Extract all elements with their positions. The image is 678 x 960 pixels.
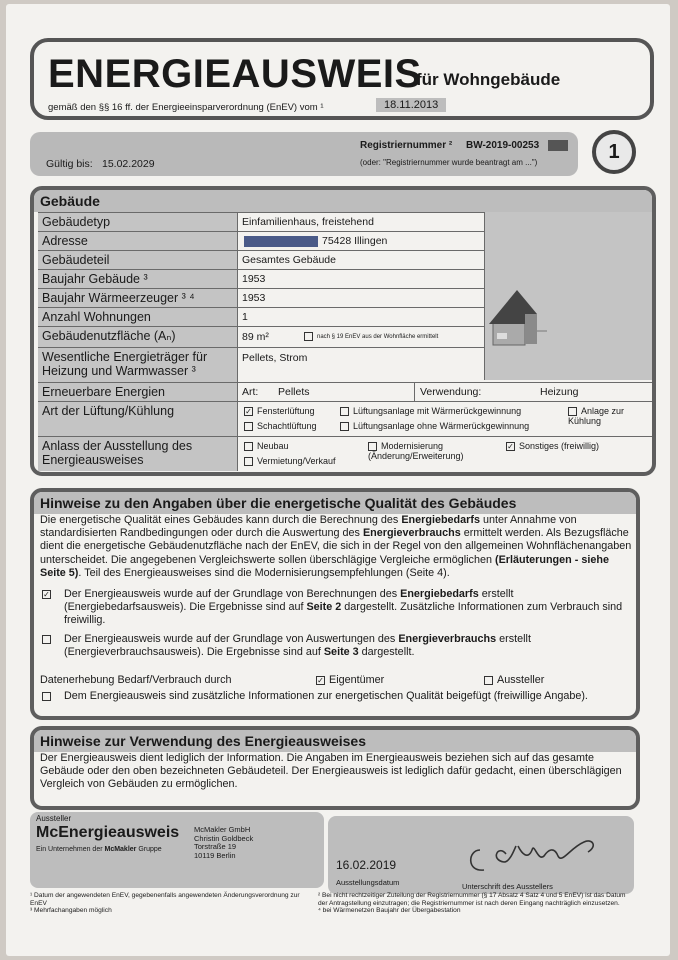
valid-label: Gültig bis: <box>46 158 93 170</box>
footnote-left: ¹ Datum der angewendeten EnEV, gegebenenfalls angewendeten Änderungsverordnung zur EnEV ³ Mehrfachangaben möglich <box>30 892 300 915</box>
hints-title: Hinweise zu den Angaben über die energetische Qualität des Gebäudes <box>34 492 636 514</box>
usage-section <box>30 726 640 810</box>
page-number-badge: 1 <box>592 130 636 174</box>
area-note-checkbox[interactable] <box>304 332 313 341</box>
issuer-label: Aussteller <box>36 814 72 823</box>
signature-box <box>328 816 634 894</box>
usage-text: Der Energieausweis dient lediglich der Information. Die Angaben im Energieausweis beziehen sich auf das gesamte Gebäude oder den oben bezeichneten Gebäudeteil. Der Energieausweis ist lediglich dafür gedacht, einen überschlägigen Vergleich von Gebäuden zu ermöglichen. <box>40 752 622 791</box>
signature-image <box>458 820 618 878</box>
owner-label: Eigentümer <box>329 674 385 686</box>
option-verbrauch-text: Der Energieausweis wurde auf der Grundlage von Auswertungen des Energieverbrauchs erstellt (Energieverbrauchsausweis). Die Ergebnisse sind auf Seite 3 dargestellt. <box>64 633 531 659</box>
row-energietraeger: Wesentliche Energieträger für Heizung und Warmwasser ³ Pellets, Strom <box>38 347 656 382</box>
row-erneuerbare: Erneuerbare Energien Art: Pellets Verwendung: Heizung <box>38 382 656 401</box>
issuer-brand: McEnergieausweis <box>36 824 180 841</box>
row-baujahr-gebaeude: Baujahr Gebäude ³ 1953 <box>38 269 656 288</box>
data-collection-label: Datenerhebung Bedarf/Verbrauch durch <box>40 674 232 686</box>
building-section-title: Gebäude <box>34 190 652 212</box>
usage-title: Hinweise zur Verwendung des Energieausweises <box>34 730 636 752</box>
row-nutzflaeche: Gebäudenutzfläche (Aₙ) 89 m² nach § 19 EnEV aus der Wohnfläche ermittelt <box>38 326 656 347</box>
row-baujahr-waermeerzeuger: Baujahr Wärmeerzeuger ³ ⁴ 1953 <box>38 288 656 307</box>
issuer-label: Aussteller <box>497 674 545 686</box>
vent-fenster-checkbox[interactable]: ✓ <box>245 407 252 417</box>
issue-date-label: Ausstellungsdatum <box>336 878 400 887</box>
registration-bar <box>30 132 578 176</box>
vent-mit-wrg-checkbox[interactable] <box>340 407 349 416</box>
redaction <box>548 140 568 151</box>
building-photo-area <box>484 212 656 380</box>
page-subtitle: für Wohngebäude <box>416 70 561 89</box>
occ-vermietung-checkbox[interactable] <box>244 457 253 466</box>
option-verbrauch-checkbox[interactable] <box>42 635 51 644</box>
reg-note: (oder: "Registriernummer wurde beantragt am ...") <box>360 158 538 167</box>
valid-date: 15.02.2029 <box>102 158 155 170</box>
certificate-page <box>6 4 670 956</box>
hints-intro: Die energetische Qualität eines Gebäudes kann durch die Berechnung des Energiebedarfs unter Annahme von standardisierten Randbedingungen oder durch die Auswertung des Energieverbrauchs ermittelt werden. Als Bezugsfläche dient die energetische Gebäudenutzfläche nach der EnEV, die sich in der Regel von den allgemeinen Wohnflächenangaben unterscheidet. Die angegebenen Vergleichswerte sollen überschlägige Vergleiche ermöglichen (Erläuterungen - siehe Seite 5). Teil des Energieausweises sind die Modernisierungsempfehlungen (Seite 4). <box>40 514 632 579</box>
issuer-box <box>30 812 324 888</box>
issuer-tagline: Ein Unternehmen der McMakler Gruppe <box>36 846 162 853</box>
extra-info-text: Dem Energieausweis sind zusätzliche Informationen zur energetischen Qualität beigefügt (freiwillige Angabe). <box>64 690 588 702</box>
option-bedarf-checkbox[interactable]: ✓ <box>43 590 50 599</box>
reg-number: BW-2019-00253 <box>466 140 540 151</box>
vent-kuehlung-checkbox[interactable] <box>568 407 577 416</box>
row-gebaeudetyp: Gebäudetyp Einfamilienhaus, freistehend <box>38 212 656 231</box>
issue-date: 16.02.2019 <box>336 858 397 872</box>
footnote-right: ² Bei nicht rechtzeitiger Zuteilung der Registriernummer (§ 17 Absatz 4 Satz 4 und 5 EnEV) ist das Datum der Antragstellung einzutragen; die Registriernummer ist nach deren Eingang nachträglich einzusetzen. ⁴ bei Wärmenetzen Baujahr der Übergabestation <box>318 892 626 915</box>
building-section <box>30 186 656 476</box>
row-lueftung: Art der Lüftung/Kühlung ✓ Fensterlüftung Schachtlüftung Lüftungsanlage mit Wärmerückgewinnung Lüftungsanlage ohne Wärmerückgewinnung Anlage zur Kühlung <box>38 401 656 436</box>
occ-neubau-checkbox[interactable] <box>244 442 253 451</box>
owner-checkbox[interactable]: ✓ <box>317 675 324 685</box>
issuer-checkbox[interactable] <box>484 676 493 685</box>
extra-info-checkbox[interactable] <box>42 692 51 701</box>
row-gebaeudeteil: Gebäudeteil Gesamtes Gebäude <box>38 250 656 269</box>
area-note: nach § 19 EnEV aus der Wohnfläche ermittelt <box>317 334 439 341</box>
vent-schacht-checkbox[interactable] <box>244 422 253 431</box>
page-title: ENERGIEAUSWEIS <box>48 52 422 96</box>
signature-label: Unterschrift des Ausstellers <box>462 882 553 891</box>
occ-sonstiges-checkbox[interactable]: ✓ <box>507 442 514 452</box>
vent-ohne-wrg-checkbox[interactable] <box>340 422 349 431</box>
house-icon <box>485 212 656 380</box>
row-anlass: Anlass der Ausstellung des Energieausweises Neubau Vermietung/Verkauf Modernisierung (Änderung/Erweiterung) ✓ Sonstiges (freiwillig) <box>38 436 656 471</box>
row-adresse: Adresse 75428 Illingen <box>38 231 656 250</box>
title-box <box>30 38 654 120</box>
enev-line: gemäß den §§ 16 ff. der Energieeinsparverordnung (EnEV) vom ¹ <box>48 102 324 113</box>
row-anzahl-wohnungen: Anzahl Wohnungen 1 <box>38 307 656 326</box>
hints-section <box>30 488 640 720</box>
option-bedarf-text: Der Energieausweis wurde auf der Grundlage von Berechnungen des Energiebedarfs erstellt (Energiebedarfsausweis). Die Ergebnisse sind auf Seite 2 dargestellt. Zusätzliche Informationen zum Verbrauch sind freiwillig. <box>64 588 623 627</box>
reg-label: Registriernummer ² <box>360 140 453 151</box>
enev-date: 18.11.2013 <box>376 98 446 112</box>
occ-modernisierung-checkbox[interactable] <box>368 442 377 451</box>
issuer-address: McMakler GmbH Christin Goldbeck Torstraße 19 10119 Berlin <box>194 825 254 860</box>
redaction <box>244 236 318 247</box>
